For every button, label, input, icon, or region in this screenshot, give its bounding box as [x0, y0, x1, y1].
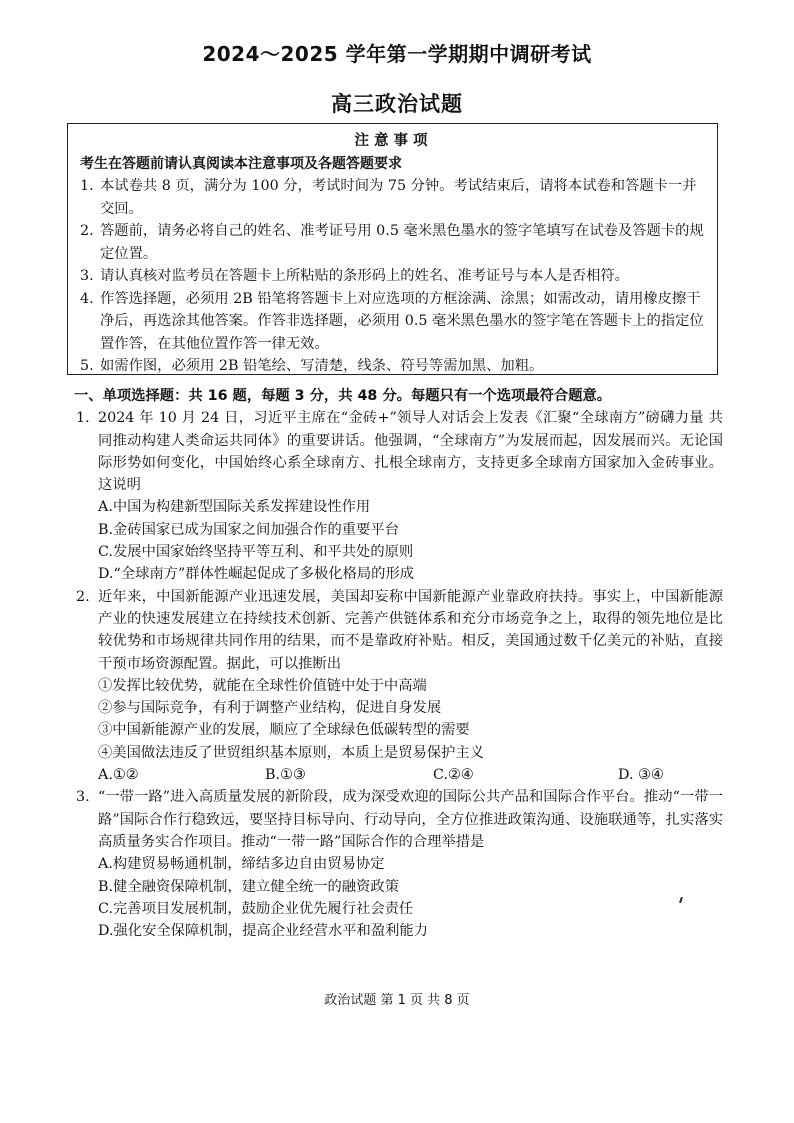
notice-item-text: 答题前，请务必将自己的姓名、准考证号用 0.5 毫米黑色墨水的签字笔填写在试卷及答题卡的规定位置。 — [100, 223, 704, 262]
notice-item — [80, 288, 707, 356]
section-heading: 一、单项选择题：共 16 题，每题 3 分，共 48 分。每题只有一个选项最符合题意。 — [74, 388, 612, 404]
option-c: C.发展中国家始终坚持平等互利、和平共处的原则 — [98, 544, 414, 561]
option-b: B.金砖国家已成为国家之间加强合作的重要平台 — [98, 521, 399, 538]
notice-item — [80, 355, 707, 378]
choice-d: D. ③④ — [618, 767, 664, 784]
statement-3: ③中国新能源产业的发展，顺应了全球绿色低碳转型的需要 — [98, 722, 470, 739]
notice-item — [80, 265, 707, 288]
choice-c: C.②④ — [433, 767, 474, 784]
notice-box — [67, 123, 718, 375]
option-d: D.“全球南方”群体性崛起促成了多极化格局的形成 — [98, 566, 415, 583]
statement-4: ④美国做法违反了世贸组织基本原则，本质上是贸易保护主义 — [98, 744, 485, 761]
statement-1: ①发挥比较优势，就能在全球性价值链中处于中高端 — [98, 677, 427, 694]
notice-item-number: 4. — [80, 290, 94, 307]
notice-item-text: 如需作图，必须用 2B 铅笔绘、写清楚，线条、符号等需加黑、加粗。 — [100, 358, 544, 374]
choice-b: B.①③ — [265, 767, 306, 784]
question-stem: 2024 年 10 月 24 日，习近平主席在“金砖+”领导人对话会上发表《汇聚“全球南方”磅礴力量 共同推动构建人类命运共同体》的重要讲话。他强调，“全球南方”为发展而起，因发展而兴。无论国际形势如何变化，中国始终心系全球南方、扎根全球南方，支持更多全球南方国家加入金砖事业。这说明 — [98, 410, 723, 494]
question-stem: “一带一路”进入高质量发展的新阶段，成为深受欢迎的国际公共产品和国际合作平台。推动“一带一路”国际合作行稳致远，要坚持目标导向、行动导向，全方位推进政策沟通、设施联通等，扎实落实高质量务实合作项目。推动“一带一路”国际合作的合理举措是 — [98, 789, 723, 850]
statement-2: ②参与国际竞争，有利于调整产业结构，促进自身发展 — [98, 700, 442, 717]
question-number: 1. — [76, 410, 90, 427]
notice-item — [80, 175, 707, 220]
notice-item-text: 请认真核对监考员在答题卡上所粘贴的条形码上的姓名、准考证号与本人是否相符。 — [100, 268, 629, 284]
exam-subtitle: 高三政治试题 — [331, 92, 463, 116]
question-area — [74, 385, 723, 942]
notice-item — [80, 220, 707, 265]
question-1 — [78, 407, 723, 496]
question-stem: 近年来，中国新能源产业迅速发展，美国却妄称中国新能源产业靠政府扶持。事实上，中国新能源产业的快速发展建立在持续技术创新、完善产供链体系和充分市场竞争之上，取得的领先地位是比较优势和市场规律共同作用的结果，而不是靠政府补贴。相反，美国通过数千亿美元的补贴，直接干预市场资源配置。据此，可以推断出 — [98, 588, 723, 672]
notice-item-text: 本试卷共 8 页，满分为 100 分，考试时间为 75 分钟。考试结束后，请将本试卷和答题卡一并交回。 — [100, 178, 697, 217]
option-d: D.强化安全保障机制，提高企业经营水平和盈利能力 — [98, 923, 429, 940]
option-a: A.中国为构建新型国际关系发挥建设性作用 — [98, 499, 371, 516]
notice-heading: 注意事项 — [354, 133, 433, 149]
option-c: C.完善项目发展机制，鼓励企业优先履行社会责任 — [98, 900, 414, 917]
option-a: A.构建贸易畅通机制，缔结多边自由贸易协定 — [98, 856, 385, 873]
question-2 — [78, 586, 723, 675]
question-3 — [78, 786, 723, 853]
page-footer: 政治试题 第 1 页 共 8 页 — [324, 993, 470, 1008]
exam-title: 2024～2025 学年第一学期期中调研考试 — [202, 42, 592, 66]
notice-item-number: 5. — [80, 358, 94, 374]
question-number: 3. — [76, 789, 90, 806]
option-b: B.健全融资保障机制，建立健全统一的融资政策 — [98, 878, 399, 895]
choice-row — [78, 764, 723, 786]
notice-item-number: 1. — [80, 178, 94, 194]
choice-a: A.①② — [98, 767, 139, 784]
notice-item-text: 作答选择题，必须用 2B 铅笔将答题卡上对应选项的方框涂满、涂黑；如需改动，请用橡皮擦干净后，再选涂其他答案。作答非选择题，必须用 0.5 毫米黑色墨水的签字笔在答题卡上的指定位置作答，在其他位置作答一律无效。 — [100, 290, 704, 352]
notice-lead: 考生在答题前请认真阅读本注意事项及各题答题要求 — [80, 155, 402, 172]
notice-item-number: 2. — [80, 223, 94, 239]
notice-item-number: 3. — [80, 268, 94, 284]
question-number: 2. — [76, 588, 90, 605]
